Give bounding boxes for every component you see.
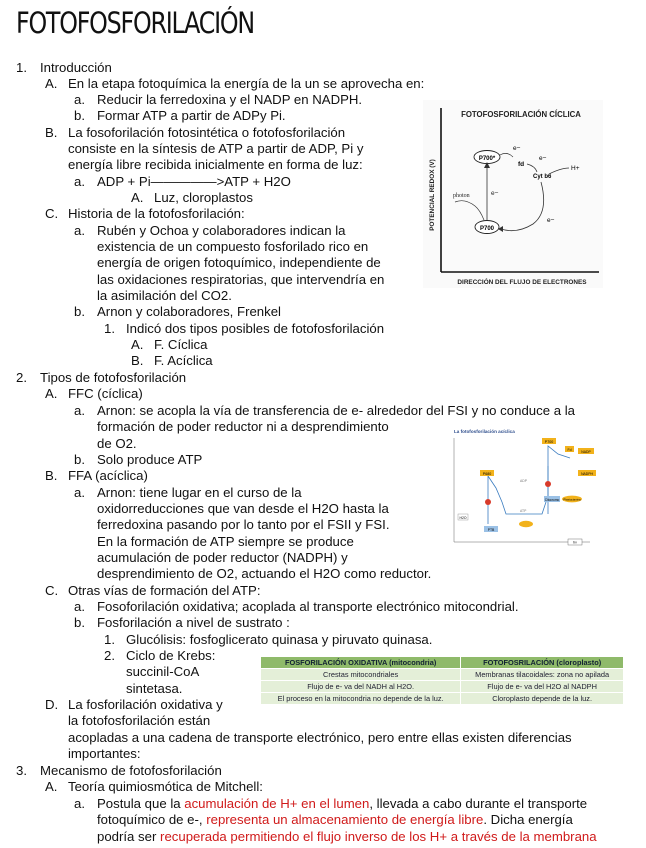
node-label: hν	[573, 540, 577, 545]
item-num: a.	[74, 174, 85, 189]
outline-item-line: las oxidaciones respiratorias, que intervendría en	[97, 272, 385, 287]
column-header: FOTOFOSRILACIÓN (cloroplasto)	[461, 657, 624, 669]
outline-item-line: consiste en la síntesis de ATP a partir de ADP, Pi y	[68, 141, 364, 156]
outline-item: Solo produce ATP	[97, 452, 203, 467]
node-label: Plastocianina	[563, 497, 581, 502]
node-label: ADP	[520, 479, 527, 483]
equation: ADP + Pi—————>ATP + H2O	[97, 174, 291, 189]
p700-star-label: P700*	[478, 156, 496, 162]
item-num: A.	[131, 337, 144, 352]
y-axis-label: POTENCIAL REDOX (V)	[429, 159, 436, 231]
outline-item-line: sintetasa.	[126, 681, 183, 696]
outline-item-line: formación de poder reductor ni a desprendimiento	[97, 419, 389, 434]
node-box	[519, 521, 533, 527]
comparison-table	[260, 656, 624, 705]
outline-item-line: Arnon: tiene lugar en el curso de la	[97, 485, 302, 500]
figure-acyclic-photophosphorylation	[444, 426, 614, 550]
node-label: P700	[544, 439, 554, 444]
outline-item: Glucólisis: fosfoglicerato quinasa y piruvato quinasa.	[126, 632, 433, 647]
node-label: ATP	[520, 509, 527, 513]
node-label: NADPH	[581, 471, 593, 476]
outline-item-line: succinil-CoA	[126, 664, 200, 679]
table-row	[261, 669, 624, 681]
outline-item-line: Ciclo de Krebs:	[126, 648, 216, 663]
item-num: b.	[74, 452, 85, 467]
highlight-text: acumulación de H+ en el lumen	[184, 796, 370, 811]
table-cell: Membranas tilacoidales: zona no apilada	[461, 669, 624, 681]
item-num: 1.	[104, 321, 115, 336]
photon-label: photon	[453, 193, 470, 199]
outline-item: FFA (acíclica)	[68, 468, 148, 483]
fd-label: fd	[518, 161, 525, 168]
section-heading: Tipos de fotofosforilación	[40, 370, 187, 385]
z-scheme-path	[488, 446, 570, 524]
outline-item: Fosforilación a nivel de sustrato :	[97, 615, 290, 630]
text-run: . Dicha energía	[483, 812, 573, 827]
item-num: C.	[45, 206, 59, 221]
item-num: 2.	[16, 370, 27, 385]
item-num: 3.	[16, 763, 27, 778]
outline-item-line: Rubén y Ochoa y colaboradores indican la	[97, 223, 346, 238]
outline-item: FFC (cíclica)	[68, 386, 143, 401]
outline-item-line: importantes:	[68, 746, 141, 761]
outline-item: Arnon y colaboradores, Frenkel	[97, 304, 281, 319]
outline-item-line	[97, 829, 597, 845]
item-num: C.	[45, 583, 59, 598]
cytochrome-label: Cyt b6	[533, 174, 552, 180]
text-run: Postula que la	[97, 796, 185, 811]
node-label: NADP	[581, 449, 591, 454]
section-heading: Mecanismo de fotofosforilación	[40, 763, 222, 778]
item-num: A.	[45, 76, 58, 91]
node-label: PTB	[487, 527, 495, 532]
e-minus-label: e−	[491, 190, 499, 197]
highlight-text: representa un almacenamiento de energía libre	[206, 812, 484, 827]
item-num: b.	[74, 108, 85, 123]
figure-cyclic-photophosphorylation	[423, 100, 603, 288]
item-num: B.	[45, 468, 58, 483]
node-label: P680	[482, 471, 492, 476]
item-num: a.	[74, 599, 85, 614]
table-cell: El proceso en la mitocondria no depende de la luz.	[261, 693, 461, 705]
table-row	[261, 681, 624, 693]
figure-title: La fotofosforilación acíclica	[454, 429, 515, 434]
outline-item-line: Arnon: se acopla la vía de transferencia de e- alrededor del FSI y no conduce a la	[97, 403, 575, 418]
h-plus-label: H+	[571, 165, 580, 172]
item-num: b.	[74, 304, 85, 319]
text-run: , llevada a cabo durante el transporte	[369, 796, 588, 811]
outline-item: F. Acíclica	[154, 353, 213, 368]
outline-item-line: energía libre recibida inicialmente en forma de luz:	[68, 157, 363, 172]
outline-item: Fosoforilación oxidativa; acoplada al transporte electrónico mitocondrial.	[97, 599, 519, 614]
item-num: D.	[45, 697, 59, 712]
item-num: a.	[74, 403, 85, 418]
table-row	[261, 693, 624, 705]
outline-item-line: ferredoxina pasando por lo tanto por el FSII y FSI.	[97, 517, 390, 532]
outline-item: Reducir la ferredoxina y el NADP en NADPH.	[97, 92, 363, 107]
item-num: 2.	[104, 648, 115, 663]
highlight-text: recuperada permitiendo el flujo inverso de los H+ a través de la membrana	[160, 829, 597, 844]
outline-item-line	[97, 796, 587, 812]
item-num: B.	[45, 125, 58, 140]
column-header: FOSFORILACIÓN OXIDATIVA (mitocondria)	[261, 657, 461, 669]
photon-marker	[545, 481, 551, 487]
outline-item-line: la fotofosforilación están	[68, 713, 211, 728]
outline-item-line: acumulación de poder reductor (NADPH) y	[97, 550, 348, 565]
figure-title: FOTOFOSFORILACIÓN CÍCLICA	[461, 110, 581, 119]
x-axis-label: DIRECCIÓN DEL FLUJO DE ELECTRONES	[457, 279, 587, 286]
outline-item: F. Cíclica	[154, 337, 208, 352]
table-cell: Flujo de e- va del NADH al H2O.	[261, 681, 461, 693]
item-num: 1.	[104, 632, 115, 647]
item-num: b.	[74, 615, 85, 630]
text-run: fotoquímico de e-,	[97, 812, 207, 827]
outline-item-line: desprendimiento de O2, actuando el H2O como reductor.	[97, 566, 432, 581]
table-header-row	[261, 657, 624, 669]
page-title: FOTOFOSFORILACIÓN	[16, 6, 254, 40]
outline-item: Teoría quimiosmótica de Mitchell:	[68, 779, 263, 794]
item-num: A.	[45, 386, 58, 401]
node-label: Fd	[567, 447, 572, 452]
outline-item-line: La fosforilación oxidativa y	[68, 697, 223, 712]
outline-item-line: En la formación de ATP siempre se produce	[97, 534, 354, 549]
outline-item: Luz, cloroplastos	[154, 190, 253, 205]
outline-item-line: acopladas a una cadena de transporte electrónico, pero entre ellas existen diferencias	[68, 730, 572, 745]
section-heading: Introducción	[40, 60, 112, 75]
outline-item-line	[97, 812, 573, 828]
outline-item-line: la asimilación del CO2.	[97, 288, 232, 303]
outline-item-line: La fosoforilación fotosintética o fotofosforilación	[68, 125, 346, 140]
outline-item: Historia de la fotofosforilación:	[68, 206, 245, 221]
item-num: a.	[74, 796, 85, 811]
outline-item: Indicó dos tipos posibles de fotofosforilación	[126, 321, 385, 336]
e-minus-label: e−	[513, 145, 521, 152]
item-num: B.	[131, 353, 144, 368]
item-num: 1.	[16, 60, 27, 75]
item-num: a.	[74, 223, 85, 238]
photon-marker	[485, 499, 491, 505]
outline-item-line: existencia de un compuesto fosforilado rico en	[97, 239, 369, 254]
item-num: A.	[45, 779, 58, 794]
outline-item: Formar ATP a partir de ADPy Pi.	[97, 108, 286, 123]
table-cell: Crestas mitocondriales	[261, 669, 461, 681]
p700-label: P700	[479, 226, 495, 232]
item-num: a.	[74, 92, 85, 107]
table-cell: Cloroplasto depende de la luz.	[461, 693, 624, 705]
outline-item: Otras vías de formación del ATP:	[68, 583, 261, 598]
text-run: podría ser	[97, 829, 161, 844]
outline-item-line: energía de origen fotoquímico, independiente de	[97, 255, 381, 270]
item-num: a.	[74, 485, 85, 500]
outline-item-line: oxidorreducciones que van desde el H2O hasta la	[97, 501, 389, 516]
outline-item: En la etapa fotoquímica la energía de la un se aprovecha en:	[68, 76, 425, 91]
node-label: H2O	[459, 515, 467, 520]
figure-background	[423, 100, 603, 288]
node-label: Citocromo	[544, 497, 560, 502]
outline-item-line: de O2.	[97, 436, 137, 451]
item-num: A.	[131, 190, 144, 205]
table-cell: Flujo de e- va del H2O al NADPH	[461, 681, 624, 693]
e-minus-label: e−	[547, 217, 555, 224]
e-minus-label: e−	[539, 155, 547, 162]
